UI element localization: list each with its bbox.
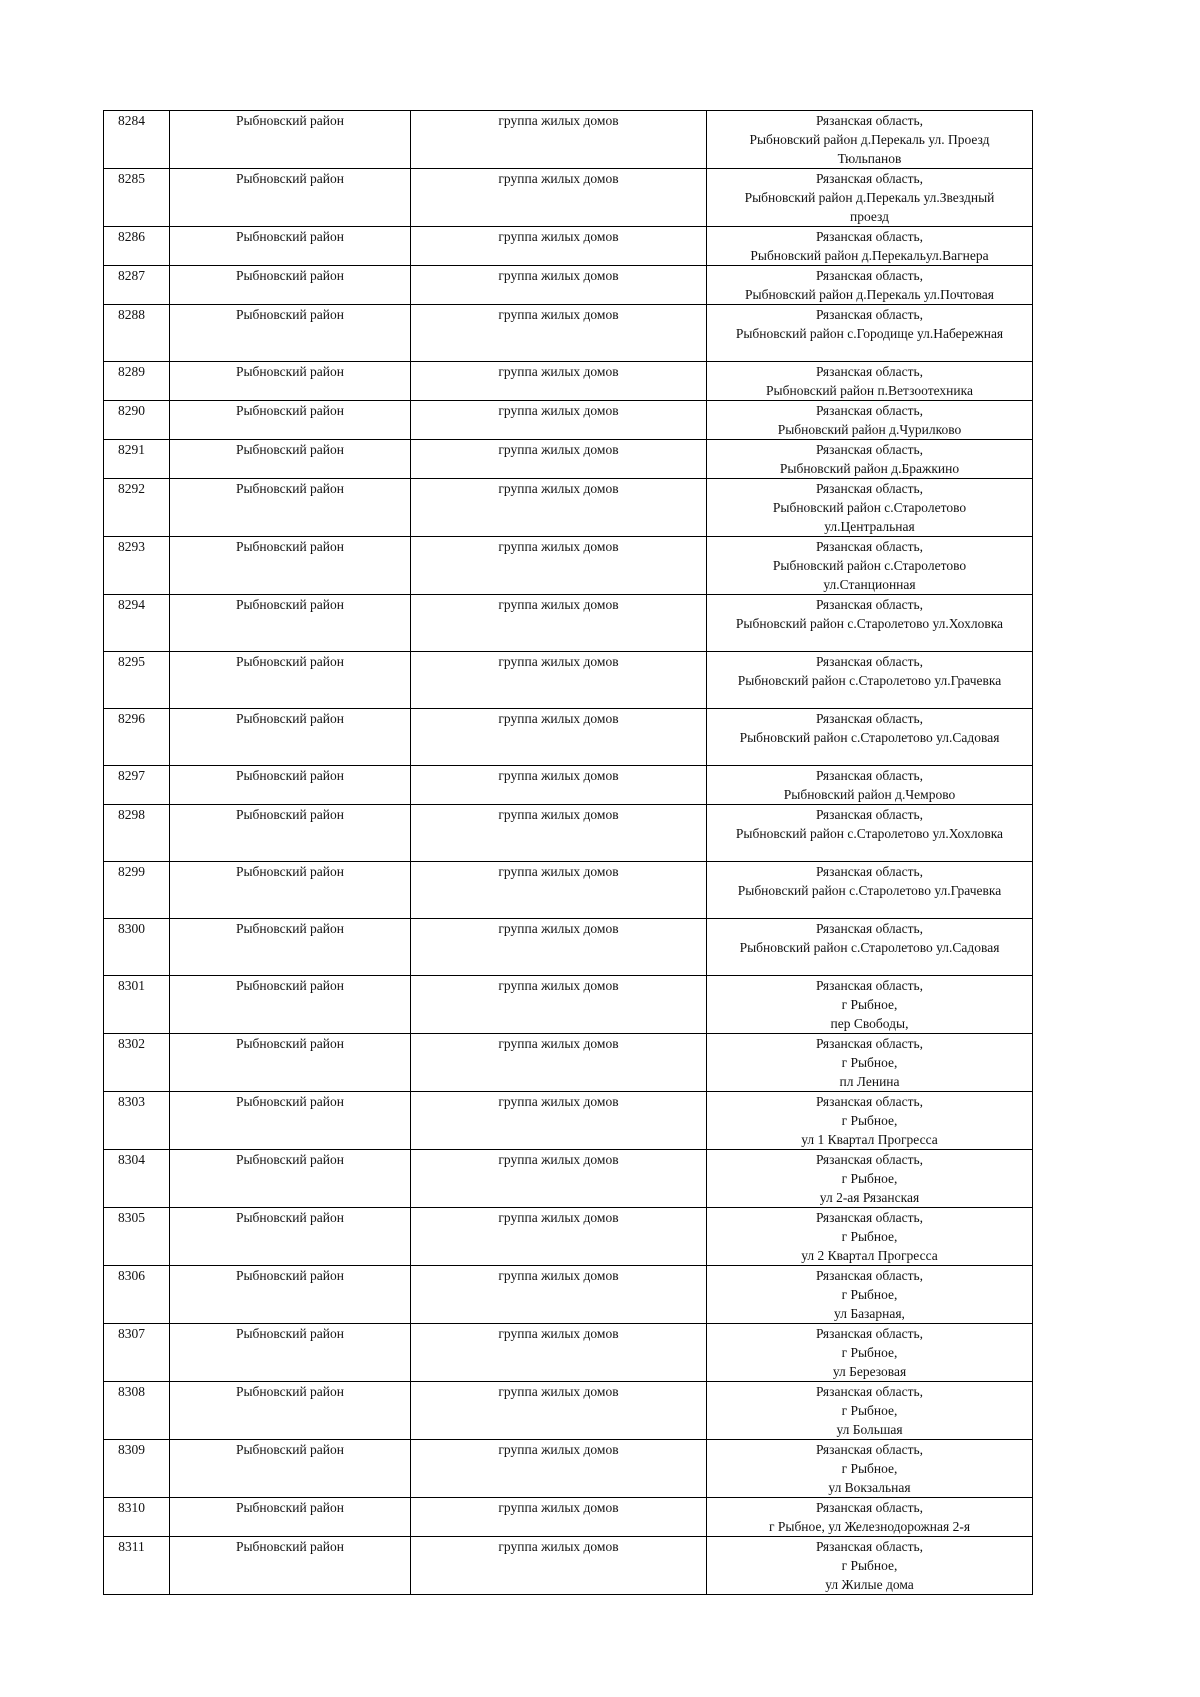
row-number-cell: 8305 (104, 1208, 170, 1266)
row-number-cell: 8302 (104, 1034, 170, 1092)
row-number-cell: 8294 (104, 595, 170, 652)
document-table (103, 110, 1033, 1595)
address-cell: Рязанская область, Рыбновский район с.Старолетово ул.Центральная (707, 479, 1033, 537)
table-row (104, 766, 1033, 805)
object-type-cell: группа жилых домов (411, 440, 707, 479)
table-row (104, 362, 1033, 401)
table-row (104, 595, 1033, 652)
table-row (104, 652, 1033, 709)
row-number-cell: 8310 (104, 1498, 170, 1537)
district-cell: Рыбновский район (170, 1382, 411, 1440)
district-cell: Рыбновский район (170, 401, 411, 440)
district-cell: Рыбновский район (170, 709, 411, 766)
table-row (104, 169, 1033, 227)
address-cell: Рязанская область, Рыбновский район с.Старолетово ул.Садовая (707, 919, 1033, 976)
object-type-cell: группа жилых домов (411, 652, 707, 709)
object-type-cell: группа жилых домов (411, 362, 707, 401)
table-row (104, 266, 1033, 305)
table-row (104, 227, 1033, 266)
district-cell: Рыбновский район (170, 1208, 411, 1266)
row-number-cell: 8300 (104, 919, 170, 976)
object-type-cell: группа жилых домов (411, 1150, 707, 1208)
row-number-cell: 8309 (104, 1440, 170, 1498)
row-number-cell: 8287 (104, 266, 170, 305)
table-row (104, 401, 1033, 440)
district-cell: Рыбновский район (170, 479, 411, 537)
table-row (104, 1034, 1033, 1092)
object-type-cell: группа жилых домов (411, 1498, 707, 1537)
address-cell: Рязанская область, Рыбновский район д.Перекальул.Вагнера (707, 227, 1033, 266)
address-cell: Рязанская область, г Рыбное, ул 2 Квартал Прогресса (707, 1208, 1033, 1266)
address-cell: Рязанская область, Рыбновский район п.Ветзоотехника (707, 362, 1033, 401)
table-row (104, 1208, 1033, 1266)
district-cell: Рыбновский район (170, 305, 411, 362)
district-cell: Рыбновский район (170, 862, 411, 919)
row-number-cell: 8299 (104, 862, 170, 919)
district-cell: Рыбновский район (170, 1092, 411, 1150)
district-cell: Рыбновский район (170, 1440, 411, 1498)
row-number-cell: 8291 (104, 440, 170, 479)
row-number-cell: 8289 (104, 362, 170, 401)
row-number-cell: 8298 (104, 805, 170, 862)
row-number-cell: 8293 (104, 537, 170, 595)
object-type-cell: группа жилых домов (411, 401, 707, 440)
row-number-cell: 8286 (104, 227, 170, 266)
table-row (104, 1324, 1033, 1382)
object-type-cell: группа жилых домов (411, 1440, 707, 1498)
table-row (104, 537, 1033, 595)
table-row (104, 976, 1033, 1034)
district-cell: Рыбновский район (170, 805, 411, 862)
table-row (104, 862, 1033, 919)
district-cell: Рыбновский район (170, 440, 411, 479)
address-cell: Рязанская область, Рыбновский район д.Перекаль ул.Звездный проезд (707, 169, 1033, 227)
table-row (104, 305, 1033, 362)
address-cell: Рязанская область, г Рыбное, пер Свободы, (707, 976, 1033, 1034)
object-type-cell: группа жилых домов (411, 305, 707, 362)
table-row (104, 479, 1033, 537)
row-number-cell: 8295 (104, 652, 170, 709)
district-cell: Рыбновский район (170, 1034, 411, 1092)
district-cell: Рыбновский район (170, 595, 411, 652)
table-row (104, 111, 1033, 169)
address-cell: Рязанская область, г Рыбное, ул 2-ая Рязанская (707, 1150, 1033, 1208)
row-number-cell: 8290 (104, 401, 170, 440)
row-number-cell: 8311 (104, 1537, 170, 1595)
district-cell: Рыбновский район (170, 1324, 411, 1382)
table-row (104, 919, 1033, 976)
object-type-cell: группа жилых домов (411, 766, 707, 805)
address-cell: Рязанская область, г Рыбное, ул Вокзальная (707, 1440, 1033, 1498)
row-number-cell: 8288 (104, 305, 170, 362)
table-row (104, 1498, 1033, 1537)
object-type-cell: группа жилых домов (411, 1266, 707, 1324)
district-cell: Рыбновский район (170, 766, 411, 805)
table-row (104, 1266, 1033, 1324)
object-type-cell: группа жилых домов (411, 1324, 707, 1382)
table-row (104, 1092, 1033, 1150)
table-row (104, 709, 1033, 766)
object-type-cell: группа жилых домов (411, 479, 707, 537)
address-cell: Рязанская область, г Рыбное, ул 1 Квартал Прогресса (707, 1092, 1033, 1150)
district-cell: Рыбновский район (170, 1266, 411, 1324)
district-cell: Рыбновский район (170, 227, 411, 266)
address-cell: Рязанская область, г Рыбное, ул Базарная, (707, 1266, 1033, 1324)
address-cell: Рязанская область, г Рыбное, ул Жилые дома (707, 1537, 1033, 1595)
table-body (104, 111, 1033, 1595)
row-number-cell: 8285 (104, 169, 170, 227)
address-cell: Рязанская область, Рыбновский район с.Старолетово ул.Станционная (707, 537, 1033, 595)
district-cell: Рыбновский район (170, 1498, 411, 1537)
address-cell: Рязанская область, Рыбновский район д.Чемрово (707, 766, 1033, 805)
district-cell: Рыбновский район (170, 1150, 411, 1208)
object-type-cell: группа жилых домов (411, 919, 707, 976)
object-type-cell: группа жилых домов (411, 169, 707, 227)
address-cell: Рязанская область, Рыбновский район с.Старолетово ул.Грачевка (707, 652, 1033, 709)
district-cell: Рыбновский район (170, 652, 411, 709)
address-cell: Рязанская область, г Рыбное, пл Ленина (707, 1034, 1033, 1092)
table-row (104, 805, 1033, 862)
row-number-cell: 8304 (104, 1150, 170, 1208)
object-type-cell: группа жилых домов (411, 1092, 707, 1150)
object-type-cell: группа жилых домов (411, 227, 707, 266)
row-number-cell: 8296 (104, 709, 170, 766)
object-type-cell: группа жилых домов (411, 1208, 707, 1266)
address-cell: Рязанская область, Рыбновский район с.Старолетово ул.Хохловка (707, 595, 1033, 652)
district-cell: Рыбновский район (170, 919, 411, 976)
address-cell: Рязанская область, г Рыбное, ул Березовая (707, 1324, 1033, 1382)
object-type-cell: группа жилых домов (411, 537, 707, 595)
object-type-cell: группа жилых домов (411, 709, 707, 766)
address-cell: Рязанская область, Рыбновский район с.Старолетово ул.Хохловка (707, 805, 1033, 862)
district-cell: Рыбновский район (170, 976, 411, 1034)
row-number-cell: 8307 (104, 1324, 170, 1382)
table-row (104, 1150, 1033, 1208)
object-type-cell: группа жилых домов (411, 1034, 707, 1092)
object-type-cell: группа жилых домов (411, 266, 707, 305)
table-row (104, 440, 1033, 479)
object-type-cell: группа жилых домов (411, 805, 707, 862)
address-cell: Рязанская область, Рыбновский район с.Старолетово ул.Грачевка (707, 862, 1033, 919)
address-cell: Рязанская область, Рыбновский район д.Перекаль ул. Проезд Тюльпанов (707, 111, 1033, 169)
object-type-cell: группа жилых домов (411, 595, 707, 652)
table-row (104, 1440, 1033, 1498)
address-cell: Рязанская область, г Рыбное, ул Большая (707, 1382, 1033, 1440)
district-cell: Рыбновский район (170, 537, 411, 595)
row-number-cell: 8308 (104, 1382, 170, 1440)
row-number-cell: 8306 (104, 1266, 170, 1324)
object-type-cell: группа жилых домов (411, 976, 707, 1034)
address-cell: Рязанская область, Рыбновский район с.Городище ул.Набережная (707, 305, 1033, 362)
object-type-cell: группа жилых домов (411, 862, 707, 919)
district-cell: Рыбновский район (170, 362, 411, 401)
address-cell: Рязанская область, Рыбновский район д.Чурилково (707, 401, 1033, 440)
row-number-cell: 8284 (104, 111, 170, 169)
district-cell: Рыбновский район (170, 169, 411, 227)
row-number-cell: 8292 (104, 479, 170, 537)
district-cell: Рыбновский район (170, 111, 411, 169)
object-type-cell: группа жилых домов (411, 1382, 707, 1440)
address-cell: Рязанская область, Рыбновский район д.Перекаль ул.Почтовая (707, 266, 1033, 305)
table-row (104, 1382, 1033, 1440)
address-cell: Рязанская область, Рыбновский район с.Старолетово ул.Садовая (707, 709, 1033, 766)
row-number-cell: 8297 (104, 766, 170, 805)
row-number-cell: 8303 (104, 1092, 170, 1150)
table-row (104, 1537, 1033, 1595)
address-cell: Рязанская область, Рыбновский район д.Бражкино (707, 440, 1033, 479)
object-type-cell: группа жилых домов (411, 1537, 707, 1595)
object-type-cell: группа жилых домов (411, 111, 707, 169)
row-number-cell: 8301 (104, 976, 170, 1034)
district-cell: Рыбновский район (170, 1537, 411, 1595)
district-cell: Рыбновский район (170, 266, 411, 305)
address-cell: Рязанская область, г Рыбное, ул Железнодорожная 2-я (707, 1498, 1033, 1537)
